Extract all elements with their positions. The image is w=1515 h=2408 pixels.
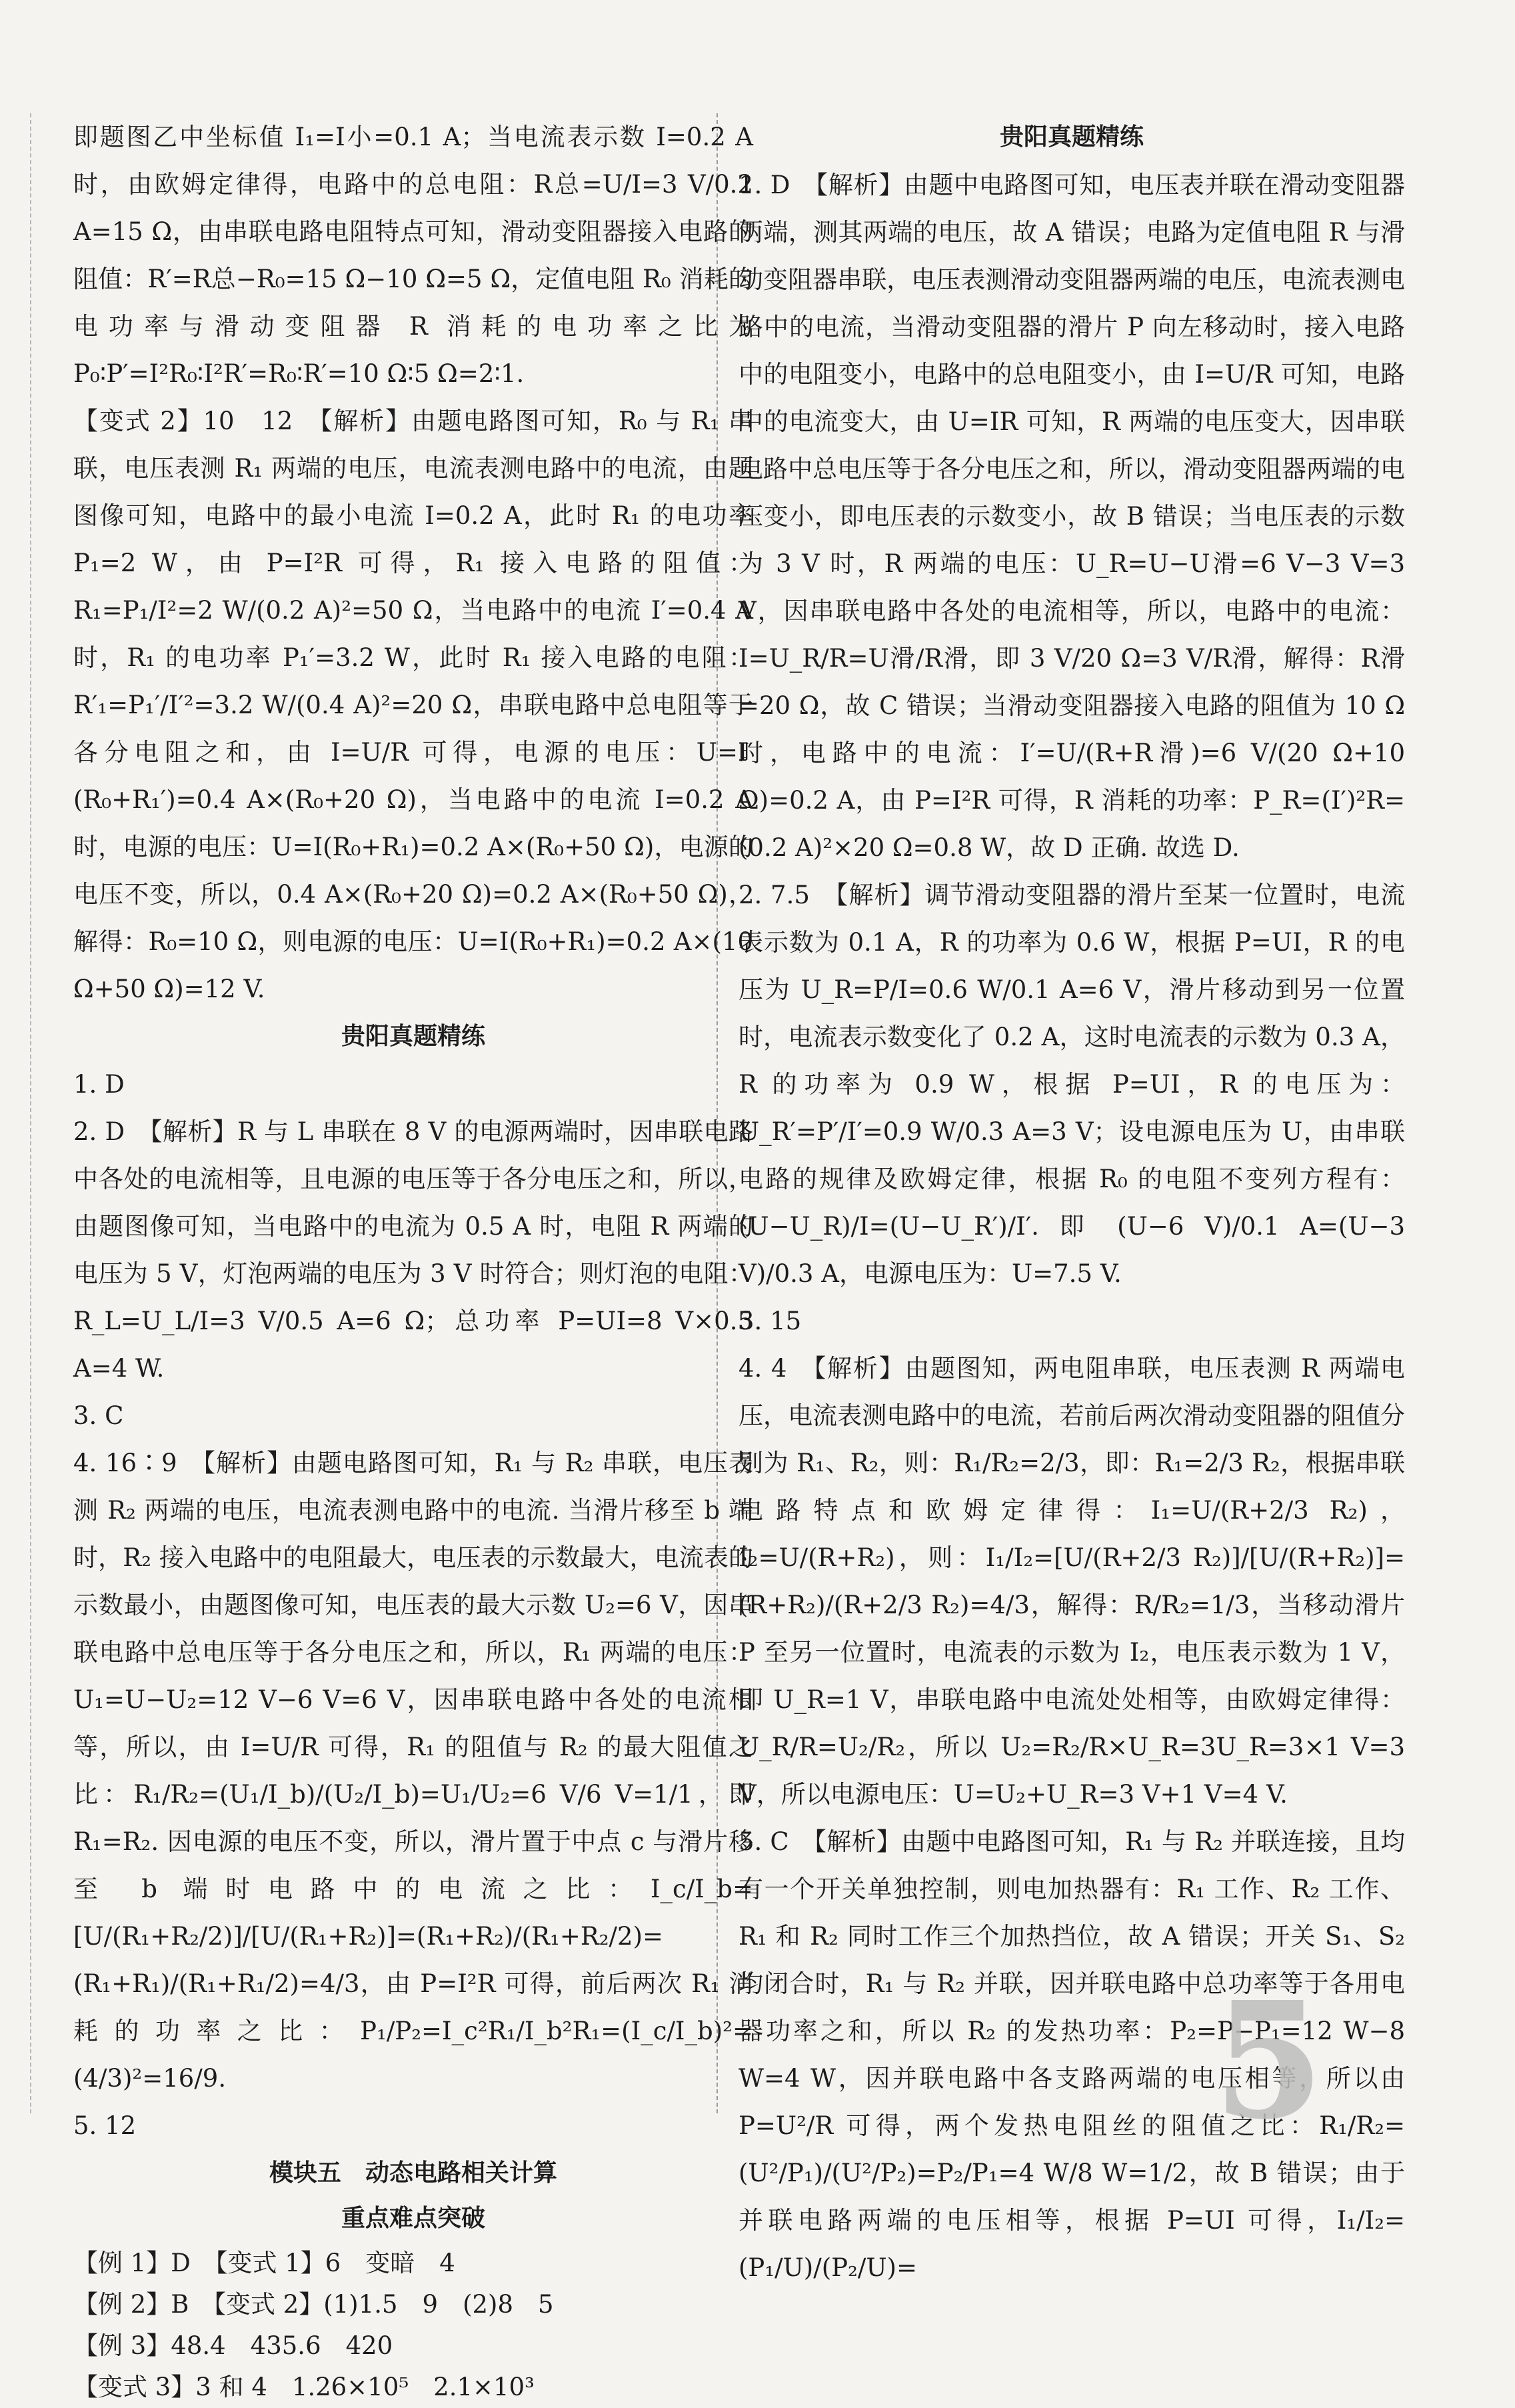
section-heading-guiyang-right: 贵阳真题精练	[999, 123, 1144, 151]
page-number-watermark: 5	[1213, 1967, 1324, 2155]
example-answer-3: 【例 3】48.4 435.6 420	[73, 2331, 393, 2360]
left-paragraph-variant-2: 【变式 2】10 12 【解析】由题电路图可知，R₀ 与 R₁ 串联，电压表测 R₁ 两端的电压，电流表测电路中的电流，由题图像可知，电路中的最小电流 I=0.2 A，此时 R₁ 的电功率 P₁=2 W，由 P=I²R 可得，R₁ 接入电路的阻值：R₁=P₁/I²=2 W/(0.2 A)²=50 Ω，当电路中的电流 I′=0.4 A 时，R₁ 的电功率 P₁′=3.2 W，此时 R₁ 接入电路的电阻：R′₁=P₁′/I′²=3.2 W/(0.4 A)²=20 Ω，串联电路中总电阻等于各分电阻之和，由 I=U/R 可得，电源的电压：U=I′(R₀+R₁′)=0.4 A×(R₀+20 Ω)，当电路中的电流 I=0.2 A 时，电源的电压：U=I(R₀+R₁)=0.2 A×(R₀+50 Ω)，电源的电压不变，所以，0.4 A×(R₀+20 Ω)=0.2 A×(R₀+50 Ω)，解得：R₀=10 Ω，则电源的电压：U=I(R₀+R₁)=0.2 A×(10 Ω+50 Ω)=12 V.	[73, 407, 753, 1003]
answer-item-5: 5. 12	[73, 2111, 137, 2140]
subheading-key-points: 重点难点突破	[341, 2205, 485, 2232]
binding-margin-line	[30, 113, 31, 2113]
left-paragraph-1: 即题图乙中坐标值 I₁=I小=0.1 A；当电流表示数 I=0.2 A 时，由欧姆定律得，电路中的总电阻：R总=U/I=3 V/0.2 A=15 Ω，由串联电路电阻特点可知，滑动变阻器接入电路的阻值：R′=R总−R₀=15 Ω−10 Ω=5 Ω，定值电阻 R₀ 消耗的电功率与滑动变阻器 R 消耗的电功率之比为 P₀∶P′=I²R₀∶I²R′=R₀∶R′=10 Ω∶5 Ω=2∶1.	[73, 123, 753, 388]
example-answer-4: 【变式 3】3 和 4 1.26×10⁵ 2.1×10³	[73, 2373, 535, 2401]
answer-item-3: 3. C	[73, 1401, 124, 1430]
section-heading-guiyang-left: 贵阳真题精练	[341, 1023, 485, 1050]
right-item-3: 3. 15	[739, 1307, 802, 1335]
example-answer-1: 【例 1】D 【变式 1】6 变暗 4	[73, 2249, 455, 2277]
example-answer-2: 【例 2】B 【变式 2】(1)1.5 9 (2)8 5	[73, 2290, 554, 2319]
right-column	[739, 113, 1405, 2291]
answer-item-1: 1. D	[73, 1070, 125, 1099]
module-title: 模块五 动态电路相关计算	[269, 2159, 557, 2187]
right-item-1: 1. D 【解析】由题中电路图可知，电压表并联在滑动变阻器两端，测其两端的电压，故 A 错误；电路为定值电阻 R 与滑动变阻器串联，电压表测滑动变阻器两端的电压，电流表测电路中的电流，当滑动变阻器的滑片 P 向左移动时，接入电路中的电阻变小，电路中的总电阻变小，由 I=U/R 可知，电路中的电流变大，由 U=IR 可知，R 两端的电压变大，因串联电路中总电压等于各分电压之和，所以，滑动变阻器两端的电压变小，即电压表的示数变小，故 B 错误；当电压表的示数为 3 V 时，R 两端的电压：U_R=U−U滑=6 V−3 V=3 V，因串联电路中各处的电流相等，所以，电路中的电流：I=U_R/R=U滑/R滑，即 3 V/20 Ω=3 V/R滑，解得：R滑=20 Ω，故 C 错误；当滑动变阻器接入电路的阻值为 10 Ω 时，电路中的电流：I′=U/(R+R滑)=6 V/(20 Ω+10 Ω)=0.2 A，由 P=I²R 可得，R 消耗的功率：P_R=(I′)²R=(0.2 A)²×20 Ω=0.8 W，故 D 正确. 故选 D.	[739, 171, 1405, 862]
answer-item-2: 2. D 【解析】R 与 L 串联在 8 V 的电源两端时，因串联电路中各处的电流相等，且电源的电压等于各分电压之和，所以，由题图像可知，当电路中的电流为 0.5 A 时，电阻 R 两端的电压为 5 V，灯泡两端的电压为 3 V 时符合；则灯泡的电阻：R_L=U_L/I=3 V/0.5 A=6 Ω；总功率 P=UI=8 V×0.5 A=4 W.	[73, 1117, 753, 1383]
right-item-4: 4. 4 【解析】由题图知，两电阻串联，电压表测 R 两端电压，电流表测电路中的电流，若前后两次滑动变阻器的阻值分别为 R₁、R₂，则：R₁/R₂=2/3，即：R₁=2/3 R₂，根据串联电路特点和欧姆定律得：I₁=U/(R+2/3 R₂)，I₂=U/(R+R₂)，则：I₁/I₂=[U/(R+2/3 R₂)]/[U/(R+R₂)]=(R+R₂)/(R+2/3 R₂)=4/3，解得：R/R₂=1/3，当移动滑片 P 至另一位置时，电流表的示数为 I₂，电压表示数为 1 V，即 U_R=1 V，串联电路中电流处处相等，由欧姆定律得：U_R/R=U₂/R₂，所以 U₂=R₂/R×U_R=3U_R=3×1 V=3 V，所以电源电压：U=U₂+U_R=3 V+1 V=4 V.	[739, 1354, 1405, 1809]
right-item-2: 2. 7.5 【解析】调节滑动变阻器的滑片至某一位置时，电流表示数为 0.1 A，R 的功率为 0.6 W，根据 P=UI，R 的电压为 U_R=P/I=0.6 W/0.1 A=6 V，滑片移动到另一位置时，电流表示数变化了 0.2 A，这时电流表的示数为 0.3 A，R 的功率为 0.9 W，根据 P=UI，R 的电压为：U_R′=P′/I′=0.9 W/0.3 A=3 V；设电源电压为 U，由串联电路的规律及欧姆定律，根据 R₀ 的电阻不变列方程有：(U−U_R)/I=(U−U_R′)/I′. 即 (U−6 V)/0.1 A=(U−3 V)/0.3 A，电源电压为：U=7.5 V.	[739, 881, 1405, 1288]
left-column	[73, 113, 753, 2408]
answer-item-4: 4. 16∶9 【解析】由题电路图可知，R₁ 与 R₂ 串联，电压表测 R₂ 两端的电压，电流表测电路中的电流. 当滑片移至 b 端时，R₂ 接入电路中的电阻最大，电压表的示数最大，电流表的示数最小，由题图像可知，电压表的最大示数 U₂=6 V，因串联电路中总电压等于各分电压之和，所以，R₁ 两端的电压：U₁=U−U₂=12 V−6 V=6 V，因串联电路中各处的电流相等，所以，由 I=U/R 可得，R₁ 的阻值与 R₂ 的最大阻值之比：R₁/R₂=(U₁/I_b)/(U₂/I_b)=U₁/U₂=6 V/6 V=1/1，即 R₁=R₂. 因电源的电压不变，所以，滑片置于中点 c 与滑片移至 b 端时电路中的电流之比：I_c/I_b=[U/(R₁+R₂/2)]/[U/(R₁+R₂)]=(R₁+R₂)/(R₁+R₂/2)=(R₁+R₁)/(R₁+R₁/2)=4/3，由 P=I²R 可得，前后两次 R₁ 消耗的功率之比：P₁/P₂=I_c²R₁/I_b²R₁=(I_c/I_b)²=(4/3)²=16/9.	[73, 1449, 753, 2093]
right-item-5: 5. C 【解析】由题中电路图可知，R₁ 与 R₂ 并联连接，且均有一个开关单独控制，则电加热器有：R₁ 工作、R₂ 工作、R₁ 和 R₂ 同时工作三个加热挡位，故 A 错误；开关 S₁、S₂ 均闭合时，R₁ 与 R₂ 并联，因并联电路中总功率等于各用电器功率之和，所以 R₂ 的发热功率：P₂=P−P₁=12 W−8 W=4 W，因并联电路中各支路两端的电压相等，所以由 P=U²/R 可得，两个发热电阻丝的阻值之比：R₁/R₂=(U²/P₁)/(U²/P₂)=P₂/P₁=4 W/8 W=1/2，故 B 错误；由于并联电路两端的电压相等，根据 P=UI 可得，I₁/I₂=(P₁/U)/(P₂/U)=	[739, 1827, 1405, 2282]
